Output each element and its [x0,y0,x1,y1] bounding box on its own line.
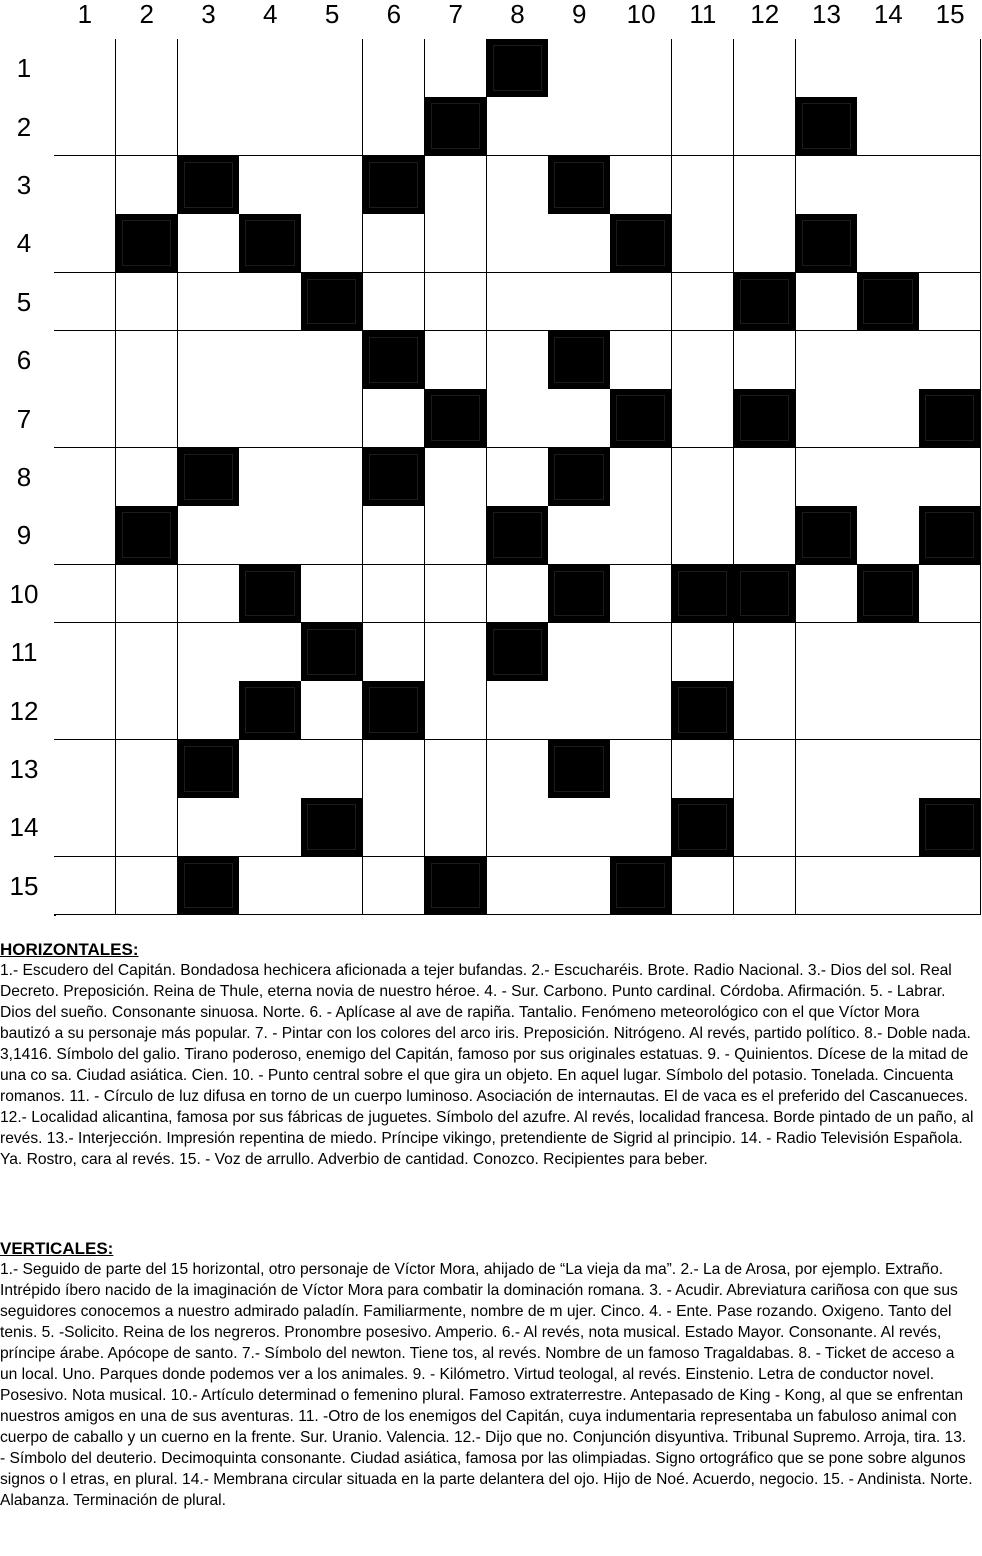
grid-cell-black [919,389,981,448]
grid-cell[interactable] [363,857,425,916]
grid-cell[interactable] [610,506,672,565]
grid-cell[interactable] [116,565,178,624]
grid-cell[interactable] [301,740,363,799]
crossword-grid [54,39,981,916]
grid-cell[interactable] [734,740,796,799]
grid-cell-black [178,156,240,215]
grid-cell-black [548,740,610,799]
grid-cell-black [857,273,919,332]
grid-cell[interactable] [734,681,796,740]
grid-cell[interactable] [734,506,796,565]
grid-cell[interactable] [610,39,672,98]
grid-cell[interactable] [178,565,240,624]
grid-cell[interactable] [54,506,116,565]
grid-cell[interactable] [857,798,919,857]
grid-cell[interactable] [610,798,672,857]
grid-cell[interactable] [548,798,610,857]
grid-cell[interactable] [54,331,116,390]
grid-cell[interactable] [178,623,240,682]
grid-cell[interactable] [672,39,734,98]
grid-cell[interactable] [301,565,363,624]
row-number: 11 [10,637,38,668]
grid-cell[interactable] [796,681,858,740]
column-number: 3 [201,0,216,29]
grid-cell[interactable] [487,681,549,740]
grid-cell[interactable] [363,273,425,332]
grid-cell-black [672,681,734,740]
grid-cell[interactable] [919,448,981,507]
grid-cell[interactable] [363,389,425,448]
grid-cell[interactable] [919,214,981,273]
column-numbers [0,0,982,36]
grid-cell[interactable] [672,273,734,332]
grid-cell[interactable] [919,156,981,215]
row-number: 6 [16,345,32,376]
grid-cell[interactable] [919,857,981,916]
grid-cell[interactable] [54,97,116,156]
grid-cell[interactable] [116,156,178,215]
grid-cell-black [363,331,425,390]
grid-cell[interactable] [734,798,796,857]
grid-cell[interactable] [54,214,116,273]
grid-cell[interactable] [54,39,116,98]
column-number: 2 [139,0,154,29]
grid-cell[interactable] [54,798,116,857]
grid-cell[interactable] [857,156,919,215]
horizontal-clues-text: 1.- Escudero del Capitán. Bondadosa hechicera aficionada a tejer bufandas. 2.- Escucharéis. Brote. Radio Nacional. 3.- Dios del sol. Real Decreto. Preposición. Reina de Thule, eterna novia de nuestro héroe. 4. - Sur. Carbono. Punto cardinal. Córdoba. Afirmación. 5. - Labrar. Dios del sueño. Consonante sinuosa. Norte. 6. - Aplícase al ave de rapiña. Tantalio. Fenómeno meteorológico con el que Víctor Mora bautizó a su personaje más popular. 7. - Pintar con los colores del arco iris. Preposición. Nitrógeno. Al revés, partido político. 8.- Doble nada. 3,1416. Símbolo del galio. Tirano poderoso, enemigo del Capitán, famoso por sus originales estatuas. 9. - Quinientos. Dícese de la mitad de una co sa. Ciudad asiática. Cien. 10. - Punto central sobre el que gira un objeto. En aquel lugar. Símbolo del potasio. Tonelada. Cincuenta romanos. 11. - Círculo de luz difusa en torno de un cuerpo luminoso. Asociación de internautas. El de vaca es el preferido del Cascanueces. 12.- Localidad alicantina, famosa por sus fábricas de juguetes. Símbolo del azufre. Al revés, localidad francesa. Borde pintado de un paño, al revés. 13.- Interjección. Impresión repentina de miedo. Príncipe vikingo, pretendiente de Sigrid al principio. 14. - Radio Televisión Española. Ya. Rostro, cara al revés. 15. - Voz de arrullo. Adverbio de cantidad. Conozco. Recipientes para beber. [0,962,974,1168]
grid-cell-black [363,156,425,215]
grid-cell[interactable] [487,448,549,507]
vertical-clues-heading: VERTICALES: [0,1239,114,1258]
grid-cell[interactable] [301,39,363,98]
grid-cell-black [178,857,240,916]
grid-cell[interactable] [919,97,981,156]
grid-cell[interactable] [548,623,610,682]
grid-cell[interactable] [487,740,549,799]
grid-cell[interactable] [734,39,796,98]
grid-cell[interactable] [363,565,425,624]
grid-cell[interactable] [610,97,672,156]
grid-cell[interactable] [54,565,116,624]
grid-cell[interactable] [610,740,672,799]
grid-cell[interactable] [548,214,610,273]
grid-cell[interactable] [919,331,981,390]
grid-cell[interactable] [857,389,919,448]
grid-cell-black [734,273,796,332]
grid-cell[interactable] [548,389,610,448]
grid-cell[interactable] [796,740,858,799]
grid-cell-black [734,565,796,624]
row-number: 13 [9,754,39,784]
grid-cell-black [239,214,301,273]
grid-cell[interactable] [672,389,734,448]
row-numbers [0,0,54,920]
grid-cell[interactable] [919,740,981,799]
grid-cell-black [239,565,301,624]
grid-cell[interactable] [857,681,919,740]
grid-cell[interactable] [54,740,116,799]
row-number: 1 [16,53,32,84]
grid-cell[interactable] [919,681,981,740]
grid-cell-black [487,506,549,565]
grid-cell[interactable] [178,506,240,565]
grid-cell[interactable] [425,331,487,390]
grid-cell[interactable] [425,39,487,98]
grid-cell[interactable] [178,97,240,156]
grid-cell-black [796,214,858,273]
grid-cell[interactable] [301,506,363,565]
grid-cell-black [178,448,240,507]
grid-cell[interactable] [301,448,363,507]
grid-cell-black [734,389,796,448]
grid-cell[interactable] [857,740,919,799]
grid-cell-black [919,798,981,857]
row-number: 2 [16,111,32,142]
grid-cell[interactable] [487,331,549,390]
row-number: 10 [9,578,39,609]
grid-cell[interactable] [487,389,549,448]
grid-cell[interactable] [734,623,796,682]
grid-cell[interactable] [178,273,240,332]
grid-cell[interactable] [796,857,858,916]
grid-cell-black [116,214,178,273]
grid-cell[interactable] [610,273,672,332]
grid-cell-black [919,506,981,565]
grid-cell-black [796,97,858,156]
grid-cell-black [610,214,672,273]
grid-cell[interactable] [425,623,487,682]
grid-cell[interactable] [610,681,672,740]
grid-cell-black [610,857,672,916]
grid-cell[interactable] [857,97,919,156]
grid-cell[interactable] [116,448,178,507]
grid-cell[interactable] [116,681,178,740]
grid-cell[interactable] [425,798,487,857]
grid-cell[interactable] [239,740,301,799]
grid-cell[interactable] [919,39,981,98]
grid-cell-black [425,857,487,916]
column-number: 9 [572,0,587,29]
column-number: 10 [626,0,656,29]
grid-cell[interactable] [672,857,734,916]
grid-cell[interactable] [54,448,116,507]
row-number: 14 [9,812,39,843]
grid-cell-black [610,389,672,448]
grid-cell[interactable] [54,389,116,448]
grid-cell[interactable] [301,156,363,215]
grid-cell-black [487,39,549,98]
grid-cell[interactable] [672,448,734,507]
grid-cell[interactable] [54,681,116,740]
grid-cell[interactable] [301,97,363,156]
row-number: 4 [16,228,32,259]
grid-cell[interactable] [857,506,919,565]
row-number: 15 [9,870,39,901]
grid-cell[interactable] [363,97,425,156]
column-number: 4 [263,0,278,29]
grid-cell[interactable] [734,214,796,273]
grid-cell[interactable] [116,623,178,682]
grid-cell-black [548,565,610,624]
grid-cell-black [857,565,919,624]
grid-cell[interactable] [178,214,240,273]
grid-cell[interactable] [178,331,240,390]
grid-cell[interactable] [857,448,919,507]
grid-cell[interactable] [239,39,301,98]
grid-cell-black [672,798,734,857]
grid-cell-black [363,448,425,507]
horizontal-clues-heading: HORIZONTALES: [0,940,139,959]
column-number: 12 [750,0,780,29]
vertical-clues-text: 1.- Seguido de parte del 15 horizontal, otro personaje de Víctor Mora, ahijado de “La vieja da ma”. 2.- La de Arosa, por ejemplo. Extraño. Intrépido íbero nacido de la imaginación de Víctor Mora para combatir la dominación romana. 3. - Acudir. Abreviatura cariñosa con que sus seguidores conocemos a nuestro admirado paladín. Familiarmente, nombre de m ujer. Cinco. 4. - Ente. Pase rozando. Oxigeno. Tanto del tenis. 5. -Solicito. Reina de los negreros. Pronombre posesivo. Amperio. 6.- Al revés, nota musical. Estado Mayor. Consonante. Al revés, príncipe árabe. Apócope de santo. 7.- Símbolo del newton. Tiene tos, al revés. Nombre de un famoso Tragaldabas. 8. - Ticket de acceso a un local. Uno. Parques donde podemos ver a los animales. 9. - Kilómetro. Virtud teologal, al revés. Einstenio. Letra de conductor novel. Posesivo. Nota musical. 10.- Artículo determinad o femenino plural. Famoso extraterrestre. Antepasado de King - Kong, al que se enfrentan nuestros amigos en una de sus aventuras. 11. -Otro de los enemigos del Capitán, cuya indumentaria representaba un fabuloso animal con cuerpo de caballo y un cuerno en la frente. Sur. Uranio. Valencia. 12.- Dijo que no. Conjunción disyuntiva. Tribunal Supremo. Arroja, tira. 13. - Símbolo del deuterio. Decimoquinta consonante. Ciudad asiática, famosa por las olimpiadas. Signo ortográfico que se pone sobre algunos signos o l etras, en plural. 14.- Membrana circular situada en la parte delantera del ojo. Hijo de Noé. Acuerdo, negocio. 15. - Andinista. Norte. Alabanza. Terminación de plural. [0,1261,973,1509]
grid-cell[interactable] [487,156,549,215]
grid-cell[interactable] [425,681,487,740]
grid-cell[interactable] [301,214,363,273]
grid-cell[interactable] [672,97,734,156]
grid-cell-black [425,97,487,156]
grid-cell[interactable] [54,156,116,215]
row-number: 8 [16,462,32,492]
grid-cell[interactable] [487,273,549,332]
grid-cell[interactable] [672,623,734,682]
grid-cell[interactable] [425,214,487,273]
grid-cell[interactable] [796,273,858,332]
grid-cell[interactable] [734,156,796,215]
grid-cell-black [796,506,858,565]
grid-cell[interactable] [796,798,858,857]
grid-cell[interactable] [796,156,858,215]
grid-cell[interactable] [178,681,240,740]
grid-cell[interactable] [363,798,425,857]
grid-cell[interactable] [610,448,672,507]
column-number: 7 [448,0,463,29]
grid-cell[interactable] [301,389,363,448]
grid-cell-black [363,681,425,740]
grid-cell-black [178,740,240,799]
grid-cell[interactable] [116,798,178,857]
grid-cell[interactable] [363,623,425,682]
grid-cell[interactable] [239,273,301,332]
grid-cell[interactable] [672,506,734,565]
grid-cell[interactable] [857,39,919,98]
column-number: 15 [935,0,965,29]
grid-cell-black [425,389,487,448]
grid-cell[interactable] [919,273,981,332]
grid-cell[interactable] [116,97,178,156]
grid-cell[interactable] [857,214,919,273]
grid-cell[interactable] [548,506,610,565]
horizontal-clues-section [0,940,982,1170]
grid-cell[interactable] [796,331,858,390]
grid-cell-black [672,565,734,624]
grid-cell[interactable] [239,448,301,507]
grid-cell[interactable] [610,331,672,390]
grid-cell[interactable] [425,506,487,565]
grid-cell[interactable] [796,448,858,507]
grid-cell[interactable] [796,565,858,624]
grid-cell[interactable] [116,39,178,98]
grid-cell[interactable] [672,740,734,799]
grid-cell[interactable] [548,273,610,332]
grid-cell-black [548,156,610,215]
grid-cell[interactable] [239,857,301,916]
column-number: 5 [324,0,340,29]
grid-cell[interactable] [425,448,487,507]
column-number: 14 [873,0,903,29]
vertical-clues-section [0,1239,982,1511]
row-number: 5 [16,286,32,317]
grid-cell[interactable] [548,681,610,740]
grid-cell-black [301,623,363,682]
grid-cell[interactable] [796,389,858,448]
grid-cell[interactable] [116,740,178,799]
column-number: 1 [77,0,93,29]
grid-cell[interactable] [548,97,610,156]
grid-cell-black [301,798,363,857]
grid-cell[interactable] [54,857,116,916]
column-number: 6 [386,0,402,29]
grid-cell[interactable] [239,506,301,565]
grid-cell[interactable] [301,857,363,916]
grid-cell[interactable] [178,389,240,448]
grid-cell[interactable] [239,798,301,857]
grid-cell[interactable] [425,740,487,799]
row-number: 7 [16,403,32,434]
grid-cell[interactable] [425,156,487,215]
grid-cell[interactable] [672,331,734,390]
grid-cell[interactable] [425,565,487,624]
grid-cell-black [487,623,549,682]
grid-cell-black [548,331,610,390]
grid-cell[interactable] [178,798,240,857]
grid-cell[interactable] [919,623,981,682]
grid-cell[interactable] [548,857,610,916]
grid-cell[interactable] [116,273,178,332]
grid-cell[interactable] [796,39,858,98]
grid-cell[interactable] [857,623,919,682]
grid-cell[interactable] [672,156,734,215]
grid-cell-black [239,681,301,740]
grid-cell[interactable] [919,565,981,624]
grid-cell[interactable] [116,389,178,448]
grid-cell-black [116,506,178,565]
grid-cell[interactable] [734,448,796,507]
row-number: 12 [9,695,39,726]
row-number: 3 [16,170,32,200]
grid-cell[interactable] [239,623,301,682]
grid-cell[interactable] [487,565,549,624]
grid-cell[interactable] [610,156,672,215]
grid-cell[interactable] [734,97,796,156]
grid-cell[interactable] [672,214,734,273]
grid-cell[interactable] [301,331,363,390]
grid-cell[interactable] [425,273,487,332]
column-number: 13 [812,0,841,29]
grid-cell[interactable] [363,39,425,98]
grid-cell[interactable] [178,39,240,98]
grid-cell[interactable] [487,857,549,916]
grid-cell[interactable] [610,623,672,682]
grid-cell[interactable] [239,156,301,215]
grid-cell[interactable] [487,97,549,156]
grid-cell-black [301,273,363,332]
grid-cell-black [548,448,610,507]
grid-cell[interactable] [363,214,425,273]
column-number: 11 [689,0,717,29]
grid-cell[interactable] [239,331,301,390]
grid-cell[interactable] [54,623,116,682]
grid-cell[interactable] [363,740,425,799]
grid-cell[interactable] [239,97,301,156]
grid-cell[interactable] [54,273,116,332]
grid-cell[interactable] [734,331,796,390]
grid-cell[interactable] [796,623,858,682]
grid-cell[interactable] [116,857,178,916]
grid-cell[interactable] [301,681,363,740]
grid-cell[interactable] [487,214,549,273]
column-number: 8 [510,0,525,29]
grid-cell[interactable] [487,798,549,857]
grid-cell[interactable] [857,331,919,390]
grid-cell[interactable] [116,331,178,390]
grid-cell[interactable] [857,857,919,916]
grid-cell[interactable] [734,857,796,916]
grid-cell[interactable] [548,39,610,98]
grid-cell[interactable] [239,389,301,448]
grid-cell[interactable] [610,565,672,624]
grid-cell[interactable] [363,506,425,565]
row-number: 9 [16,520,32,551]
